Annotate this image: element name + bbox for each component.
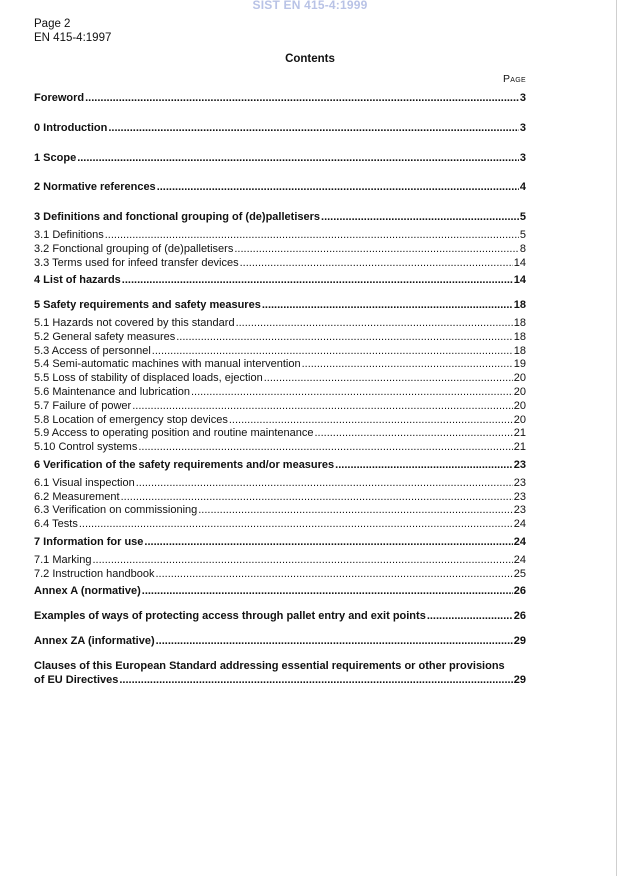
- toc-entry-5-3[interactable]: 5.3 Access of personnel ..... 18: [34, 345, 526, 359]
- toc-entry-7-1[interactable]: 7.1 Marking ..... 24: [34, 554, 526, 568]
- toc-entry-7-2[interactable]: 7.2 Instruction handbook ..... 25: [34, 568, 526, 582]
- toc-entry-verification[interactable]: 6 Verification of the safety requirements and/or measures ..... 23: [34, 459, 526, 473]
- toc-entry-definitions[interactable]: 3 Definitions and fonctional grouping of (de)palletisers ..... 5: [34, 211, 526, 225]
- toc-entry-safety[interactable]: 5 Safety requirements and safety measures ..... 18: [34, 299, 526, 313]
- toc-entry-annex-a[interactable]: Annex A (normative) ..... 26: [34, 585, 526, 599]
- page-edge-line: [616, 0, 617, 876]
- toc-entry-clauses-page: 29: [513, 673, 526, 686]
- toc-entry-5-8[interactable]: 5.8 Location of emergency stop devices ..... 20: [34, 414, 526, 428]
- toc-entry-examples[interactable]: Examples of ways of protecting access through pallet entry and exit points ..... 26: [34, 610, 526, 624]
- toc-entry-5-10[interactable]: 5.10 Control systems ..... 21: [34, 441, 526, 455]
- toc-entry-5-2[interactable]: 5.2 General safety measures ..... 18: [34, 331, 526, 345]
- header-page-number: Page 2: [34, 18, 71, 30]
- toc-entry-normative-references[interactable]: 2 Normative references ..... 4: [34, 181, 526, 195]
- toc-entry-introduction[interactable]: 0 Introduction ..... 3: [34, 122, 526, 136]
- toc-entry-clauses-line1: Clauses of this European Standard addressing essential requirements or other provisions: [34, 659, 505, 672]
- toc-entry-clauses[interactable]: [34, 660, 526, 688]
- toc-entry-5-6[interactable]: 5.6 Maintenance and lubrication ..... 20: [34, 386, 526, 400]
- toc-entry-annex-za[interactable]: Annex ZA (informative) ..... 29: [34, 635, 526, 649]
- page-column-label: Page: [503, 73, 526, 85]
- toc-entry-3-2[interactable]: 3.2 Fonctional grouping of (de)palletisers ..... 8: [34, 243, 526, 257]
- toc-entry-scope[interactable]: 1 Scope ..... 3: [34, 152, 526, 166]
- toc-entry-foreword[interactable]: Foreword ..... 3: [34, 92, 526, 106]
- toc-entry-5-1[interactable]: 5.1 Hazards not covered by this standard ..... 18: [34, 317, 526, 331]
- toc-entry-5-4[interactable]: 5.4 Semi-automatic machines with manual intervention ..... 19: [34, 358, 526, 372]
- toc-entry-information-for-use[interactable]: 7 Information for use ..... 24: [34, 536, 526, 550]
- toc-entry-5-7[interactable]: 5.7 Failure of power ..... 20: [34, 400, 526, 414]
- toc-entry-6-1[interactable]: 6.1 Visual inspection ..... 23: [34, 477, 526, 491]
- toc-entry-5-5[interactable]: 5.5 Loss of stability of displaced loads, ejection ..... 20: [34, 372, 526, 386]
- header-standard-id: EN 415-4:1997: [34, 32, 112, 44]
- toc-entry-clauses-line2: of EU Directives: [34, 673, 119, 686]
- table-of-contents: [34, 92, 526, 687]
- toc-entry-6-3[interactable]: 6.3 Verification on commissioning ..... 23: [34, 504, 526, 518]
- watermark: SIST EN 415-4:1999: [252, 0, 368, 12]
- toc-entry-3-1[interactable]: 3.1 Definitions ..... 5: [34, 229, 526, 243]
- toc-entry-hazards[interactable]: 4 List of hazards ..... 14: [34, 274, 526, 288]
- contents-title: Contents: [285, 53, 335, 65]
- page-header: [34, 17, 111, 45]
- toc-entry-6-4[interactable]: 6.4 Tests ..... 24: [34, 518, 526, 532]
- toc-entry-3-3[interactable]: 3.3 Terms used for infeed transfer devices ..... 14: [34, 257, 526, 271]
- toc-entry-6-2[interactable]: 6.2 Measurement ..... 23: [34, 491, 526, 505]
- toc-entry-5-9[interactable]: 5.9 Access to operating position and routine maintenance ..... 21: [34, 427, 526, 441]
